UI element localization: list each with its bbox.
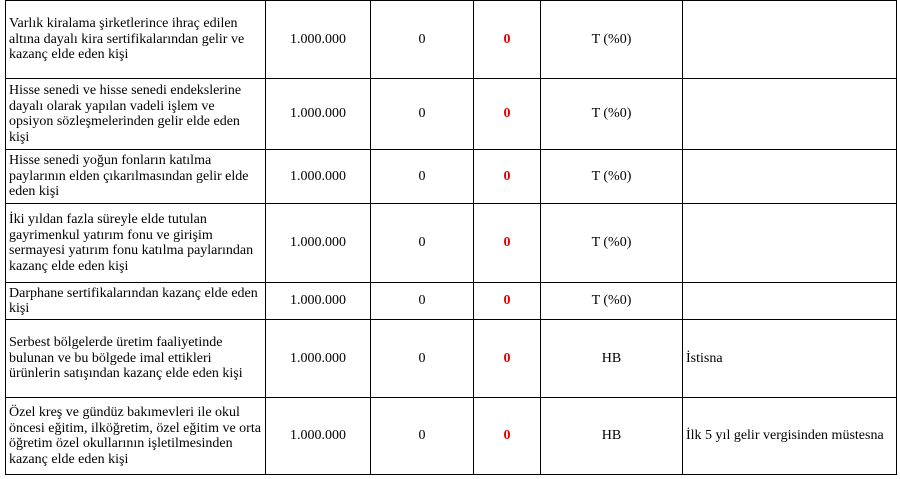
row-limit: 1.000.000	[266, 150, 371, 204]
row-value-b-highlight: 0	[474, 150, 541, 204]
row-limit: 1.000.000	[266, 204, 371, 283]
row-limit: 1.000.000	[266, 398, 371, 475]
row-description: Özel kreş ve gündüz bakımevleri ile okul öncesi eğitim, ilköğretim, özel eğitim ve orta öğretim özel okullarının işletilmesinden kazanç elde eden kişi	[6, 398, 266, 475]
row-note	[683, 150, 897, 204]
table-row	[6, 1, 897, 79]
row-note: İstisna	[683, 320, 897, 398]
row-description: Serbest bölgelerde üretim faaliyetinde bulunan ve bu bölgede imal ettikleri ürünlerin satışından kazanç elde eden kişi	[6, 320, 266, 398]
table-row	[6, 320, 897, 398]
row-status: T (%0)	[541, 1, 683, 79]
row-status: HB	[541, 398, 683, 475]
row-description: Varlık kiralama şirketlerince ihraç edilen altına dayalı kira sertifikalarından gelir ve kazanç elde eden kişi	[6, 1, 266, 79]
row-value-a: 0	[371, 150, 474, 204]
row-status: HB	[541, 320, 683, 398]
tax-exemption-table	[5, 0, 897, 475]
row-limit: 1.000.000	[266, 79, 371, 150]
row-value-a: 0	[371, 320, 474, 398]
row-note	[683, 79, 897, 150]
row-limit: 1.000.000	[266, 320, 371, 398]
table-row	[6, 283, 897, 320]
row-description: Darphane sertifikalarından kazanç elde eden kişi	[6, 283, 266, 320]
row-status: T (%0)	[541, 79, 683, 150]
row-value-a: 0	[371, 283, 474, 320]
row-value-b-highlight: 0	[474, 79, 541, 150]
row-note: İlk 5 yıl gelir vergisinden müstesna	[683, 398, 897, 475]
row-description: Hisse senedi yoğun fonların katılma paylarının elden çıkarılmasından gelir elde eden kişi	[6, 150, 266, 204]
row-limit: 1.000.000	[266, 1, 371, 79]
row-note	[683, 204, 897, 283]
row-value-a: 0	[371, 1, 474, 79]
table-row	[6, 79, 897, 150]
row-value-a: 0	[371, 79, 474, 150]
row-value-b-highlight: 0	[474, 1, 541, 79]
row-limit: 1.000.000	[266, 283, 371, 320]
row-status: T (%0)	[541, 283, 683, 320]
row-value-b-highlight: 0	[474, 204, 541, 283]
row-description: İki yıldan fazla süreyle elde tutulan gayrimenkul yatırım fonu ve girişim sermayesi yatırım fonu katılma paylarından kazanç elde eden kişi	[6, 204, 266, 283]
row-note	[683, 1, 897, 79]
table-row	[6, 398, 897, 475]
row-status: T (%0)	[541, 204, 683, 283]
row-value-a: 0	[371, 398, 474, 475]
row-note	[683, 283, 897, 320]
row-status: T (%0)	[541, 150, 683, 204]
row-value-b-highlight: 0	[474, 320, 541, 398]
table-row	[6, 150, 897, 204]
row-value-a: 0	[371, 204, 474, 283]
table-row	[6, 204, 897, 283]
row-description: Hisse senedi ve hisse senedi endekslerine dayalı olarak yapılan vadeli işlem ve opsiyon sözleşmelerinden gelir elde eden kişi	[6, 79, 266, 150]
row-value-b-highlight: 0	[474, 398, 541, 475]
row-value-b-highlight: 0	[474, 283, 541, 320]
